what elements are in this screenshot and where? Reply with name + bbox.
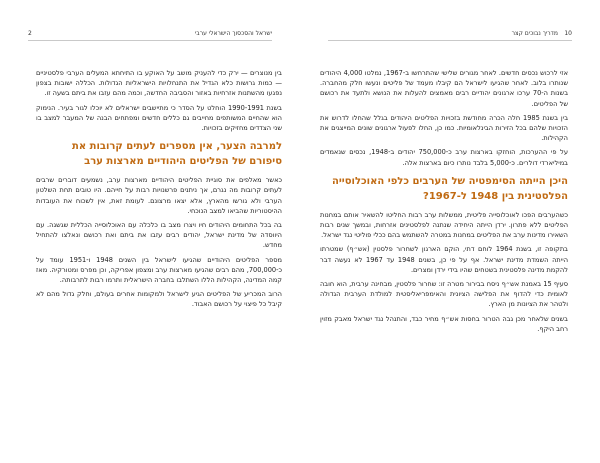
right-running-title: מדריך נבוכים קצר bbox=[511, 30, 558, 37]
right-paragraph: בתקופה זו, בשנת 1964 לוחם דתי, הוקם הארגון לשחרור פלסטין (אש״ף) שמטרתו הייתה השמדת מדינת ישראל. אף על פי כן, בשנים 1948 עד 1967 לא נעשה דבר להקמת מדינה פלסטינית בשטחים שהיו בידי ירדן ומצרים. bbox=[320, 245, 568, 274]
right-paragraph: על פי ההערכות, הוחזקו בארצות ערב כ-750,000 יהודים ב-1948, נכסים שנאמדים במיליארדי דולרים. כ-5,000 בלבד נותרו כיום בארצות אלה. bbox=[320, 148, 568, 167]
left-paragraph: בשנת 1990-1991 הוחלט על הסדר כי מתיישבים ישראלים לא יוכלו לגור בעיר. הנימוק הוא שהחיים המשותפים מחייבים גם כללים חדשים ומפתחים הבנה של המעבר למצב בו שני הצדדים מחזיקים בזכויות. bbox=[36, 103, 282, 133]
left-paragraph: כאשר מאלפים את סוגיית הפליטים היהודיים מארצות ערב, נשמעים דוברים שרבים לעתים קרובות מה נגרם, אך ניתנים פרשנויות רבות על חייהם. היו טובים תחת השלטון הערבי ולא גורשו מהארץ, אלא יצאו מרצונם. לעומת זאת, אין לשכוח את העובדות ההיסטוריות שהביאו למצב הנוכחי. bbox=[36, 176, 282, 215]
right-page-text bbox=[320, 68, 568, 435]
left-page-number: 2 bbox=[28, 30, 32, 37]
right-page-header bbox=[328, 28, 572, 41]
right-paragraph: בין בשנת 1985 חלה הכרה מחודשת בזכויות הפליטים היהודים בגלל שהחלו לדרוש את הזכויות שלהם בכל הזירות הבינלאומיות. כמו כן, החלו לפעול ארגונים שונים המייצגים את הקהילות. bbox=[320, 113, 568, 143]
left-paragraph: הרוב המכריע של הפליטים הגיע לישראל ולמקומות אחרים בעולם, וחלק גדול מהם לא קיבל כל פיצוי על רכושם האבוד. bbox=[36, 290, 282, 309]
left-paragraph: בה בכל התחומים היהודים חיו ויצרו מצב בו כלכלה עם האוכלוסייה הכללית שגשגה. עם היווסדה של מדינת ישראל, יהודים רבים עזבו את ביתם ואת רכושם ונאלצו להתחיל מחדש. bbox=[36, 221, 282, 250]
left-paragraph: בין מנוצרים — ירק כדי להעניק מושב על האוקע בו התיחתא המעלים הערבי פלסטיניים — כמות גרושות כלא הגדיל את התנחלויות הישראליות הגדולות. הכללה ישובות בצפון נפגעו מהשתנות אזרחיות באזור והסביבה החדשה, וכמה מהם עזבו את ביתם בשעה זו. bbox=[36, 69, 282, 98]
right-page-number: 10 bbox=[564, 30, 572, 37]
right-section-heading: היכן הייתה הסימפטיה של הערבים כלפי האוכלוסייה הפלסטינית בין 1948 ל-1967? bbox=[331, 175, 568, 202]
left-paragraph: מספר הפליטים היהודיים שהגיעו לישראל בין השנים 1948 ו-1951 עומד על כ-700,000, מהם רבים שהגיעו מארצות ערב ומצפון אפריקה, וכן מפרס ומטורקיה. מאז קמה המדינה, הקהילות הללו השתלבו בחברה הישראלית ותרמו רבות לתרבותה. bbox=[36, 255, 282, 285]
left-page-header bbox=[28, 28, 272, 41]
right-paragraph: כשהערבים הפכו לאוכלוסייה פליטית, ממשלות ערב רבות החליטו להשאיר אותם במחנות הפליטים ללא פתרון. ירדן הייתה היחידה שנתנה לפלסטינים אזרחות, ובמשך שנים רבות השאירו מדינות ערב את הפליטים במחנות במטרה להשתמש בהם ככלי פוליטי נגד ישראל. bbox=[320, 210, 568, 240]
left-running-title: ישראל והסכסוך הישראלי ערבי bbox=[194, 30, 272, 37]
right-page bbox=[300, 0, 600, 463]
right-paragraph: אזי לרכוש נכסים חדשים. לאחר מגורים שלישי שהתרחשו ב-1967, נמלטו 4,000 היהודים שנותרו בלוב. לאחר שהגיעו לישראל הם קיבלו מעמד של פליטים ונעשו חלק מהחברה. בשנות ה-70 ערכו ארגונים יהודיים רבים מאמצים להעלות את הנושא ולתעד את רכושם של הפליטים. bbox=[320, 69, 568, 108]
left-section-heading: למרבה הצער, אין מספרים לעתים קרובות את סיפורם של הפליטים היהודיים מארצות ערב bbox=[72, 141, 282, 168]
right-paragraph: סעיף 15 באמנת אש״ף ניסח בבירור מטרה זו: שחרור פלסטין, מבחינה ערבית, הוא חובה לאומית כדי להדוף את הפלישה הציונית והאימפריאליסטית למולדת הערבית הגדולה ולטהר את הציונות מן הארץ. bbox=[320, 280, 568, 309]
left-page-text bbox=[36, 68, 282, 435]
right-paragraph: בשנים שלאחר מכן גבה הטרור בחסות אש״ף מחיר כבד, והתנהל נגד ישראל מאבק מזוין רחב היקף. bbox=[320, 314, 568, 333]
